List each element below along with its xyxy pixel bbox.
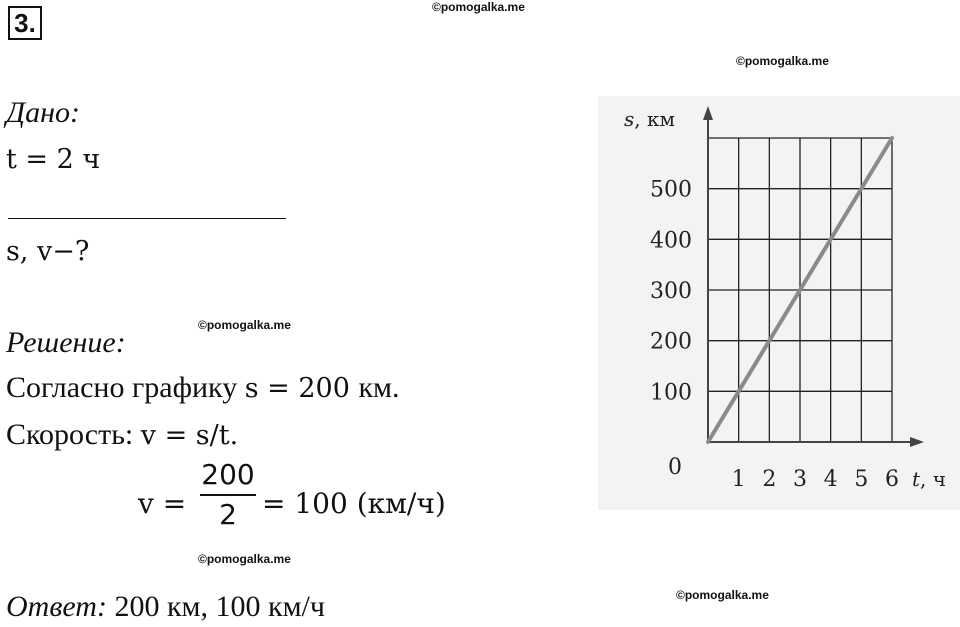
solution-line-1-math: s = 200 bbox=[244, 373, 359, 404]
solution-heading: Решение: bbox=[6, 326, 126, 359]
y-tick-label: 300 bbox=[650, 279, 692, 304]
given-heading: Дано: bbox=[6, 96, 80, 129]
y-tick-label: 100 bbox=[650, 380, 692, 406]
y-axis-arrow bbox=[703, 106, 713, 120]
solution-line-1-unit: км. bbox=[358, 371, 400, 404]
watermark-bottom-right: ©pomogalka.me bbox=[676, 588, 769, 602]
y-tick-label: 500 bbox=[650, 177, 692, 203]
formula-fraction bbox=[200, 458, 256, 532]
given-time: t = 2 ч bbox=[6, 144, 101, 175]
task-number: 3. bbox=[8, 6, 42, 40]
formula-lhs: v = bbox=[138, 487, 187, 520]
distance-time-chart bbox=[598, 96, 960, 510]
y-axis-label-unit: , км bbox=[634, 107, 676, 131]
y-tick-label: 400 bbox=[650, 228, 692, 254]
find-quantities: s, v−? bbox=[6, 236, 90, 267]
y-tick-label: 200 bbox=[650, 329, 692, 355]
y-axis-label-symbol: s bbox=[624, 107, 635, 131]
x-axis-arrow bbox=[910, 437, 924, 447]
answer-line bbox=[6, 590, 325, 624]
y-axis-label bbox=[624, 107, 675, 131]
x-tick-label: 4 bbox=[823, 467, 838, 492]
formula-rhs: = 100 (км/ч) bbox=[262, 487, 446, 520]
formula-numerator: 200 bbox=[201, 458, 255, 491]
watermark-middle: ©pomogalka.me bbox=[198, 318, 291, 332]
answer-label: Ответ: bbox=[6, 590, 107, 623]
solution-line-1-text: Согласно графику bbox=[6, 371, 245, 404]
given-divider bbox=[8, 218, 286, 219]
x-axis-label-unit: , ч bbox=[920, 467, 946, 491]
x-tick-label: 6 bbox=[885, 467, 899, 492]
solution-line-2 bbox=[6, 418, 238, 452]
x-axis-label bbox=[912, 467, 946, 491]
watermark-top-center: ©pomogalka.me bbox=[432, 0, 525, 14]
x-axis-label-symbol: t bbox=[912, 467, 921, 491]
fraction-bar bbox=[200, 494, 256, 496]
solution-line-1 bbox=[6, 371, 400, 405]
x-tick-label: 3 bbox=[793, 467, 807, 492]
solution-line-2-math: v = s/t. bbox=[140, 420, 239, 451]
x-tick-label: 5 bbox=[854, 467, 869, 492]
x-tick-label: 1 bbox=[731, 467, 746, 492]
watermark-top-right: ©pomogalka.me bbox=[736, 54, 829, 68]
x-tick-label: 2 bbox=[762, 467, 777, 492]
solution-line-2-text: Скорость: bbox=[6, 418, 141, 451]
origin-label: 0 bbox=[668, 455, 682, 480]
formula-denominator: 2 bbox=[219, 498, 237, 531]
watermark-bottom-center: ©pomogalka.me bbox=[198, 552, 291, 566]
answer-text: 200 км, 100 км/ч bbox=[106, 590, 325, 623]
chart-svg bbox=[598, 96, 960, 510]
